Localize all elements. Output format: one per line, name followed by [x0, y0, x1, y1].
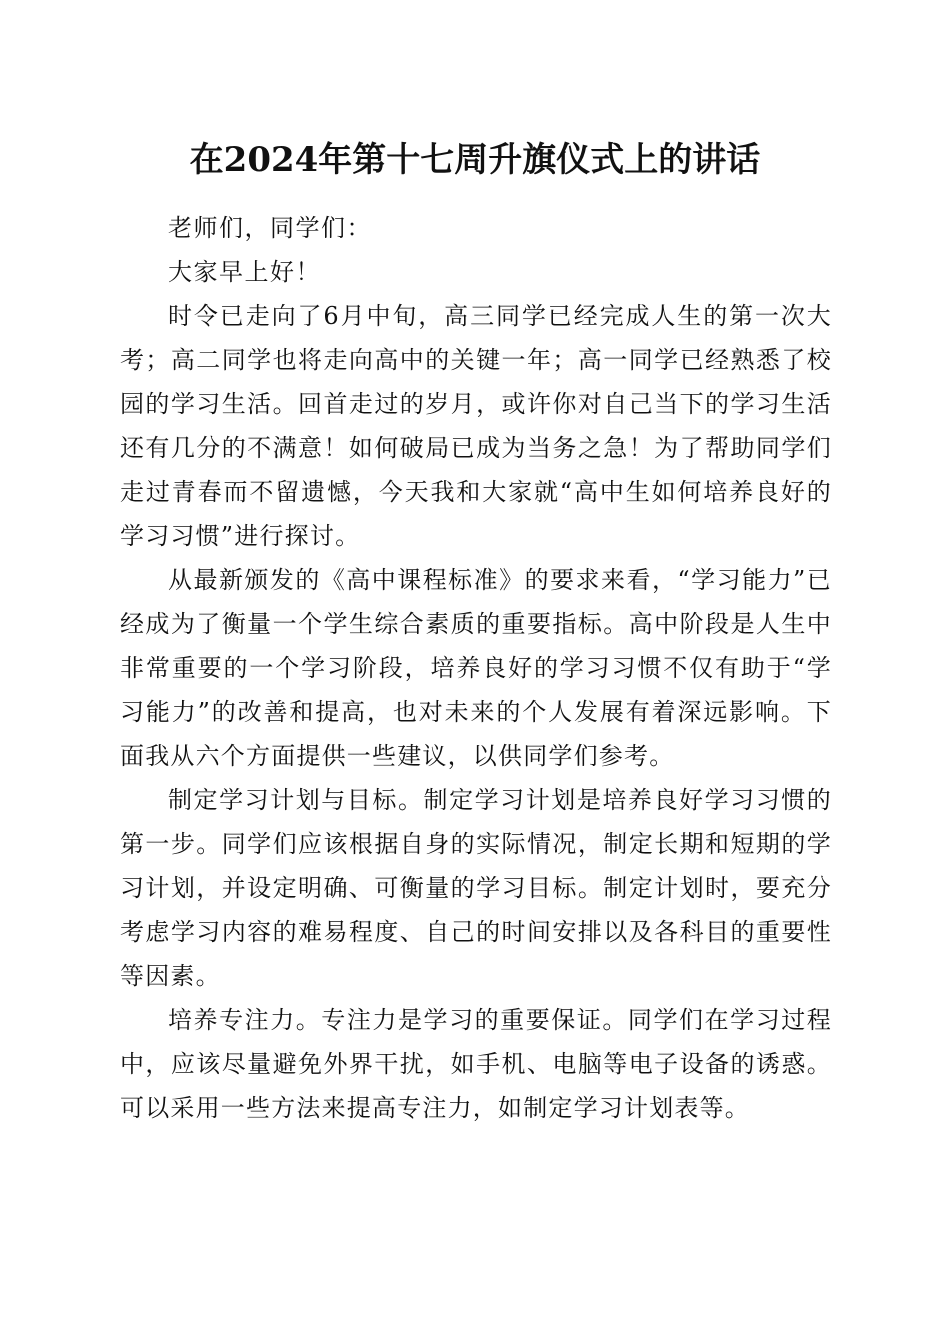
- greeting: 大家早上好！: [168, 258, 321, 286]
- salutation: 老师们，同学们：: [168, 214, 372, 242]
- paragraph-focus: 培养专注力。专注力是学习的重要保证。同学们在学习过程中，应该尽量避免外界干扰，如手机、电脑等电子设备的诱惑。可以采用一些方法来提高专注力，如制定学习计划表等。: [120, 1006, 832, 1122]
- paragraph-study-plan: 制定学习计划与目标。制定学习计划是培养良好学习习惯的第一步。同学们应该根据自身的实际情况，制定长期和短期的学习计划，并设定明确、可衡量的学习目标。制定计划时，要充分考虑学习内容的难易程度、自己的时间安排以及各科目的重要性等因素。: [120, 786, 832, 990]
- document-title: 在2024年第十七周升旗仪式上的讲话: [189, 140, 761, 180]
- document-body: [120, 206, 832, 1130]
- paragraph-standards: 从最新颁发的《高中课程标准》的要求来看，“学习能力”已经成为了衡量一个学生综合素质的重要指标。高中阶段是人生中非常重要的一个学习阶段，培养良好的学习习惯不仅有助于“学习能力”的改善和提高，也对未来的个人发展有着深远影响。下面我从六个方面提供一些建议，以供同学们参考。: [120, 566, 832, 770]
- paragraph-intro: 时令已走向了6月中旬，高三同学已经完成人生的第一次大考；高二同学也将走向高中的关键一年；高一同学已经熟悉了校园的学习生活。回首走过的岁月，或许你对自己当下的学习生活还有几分的不满意！如何破局已成为当务之急！为了帮助同学们走过青春而不留遗憾，今天我和大家就“高中生如何培养良好的学习习惯”进行探讨。: [120, 302, 832, 550]
